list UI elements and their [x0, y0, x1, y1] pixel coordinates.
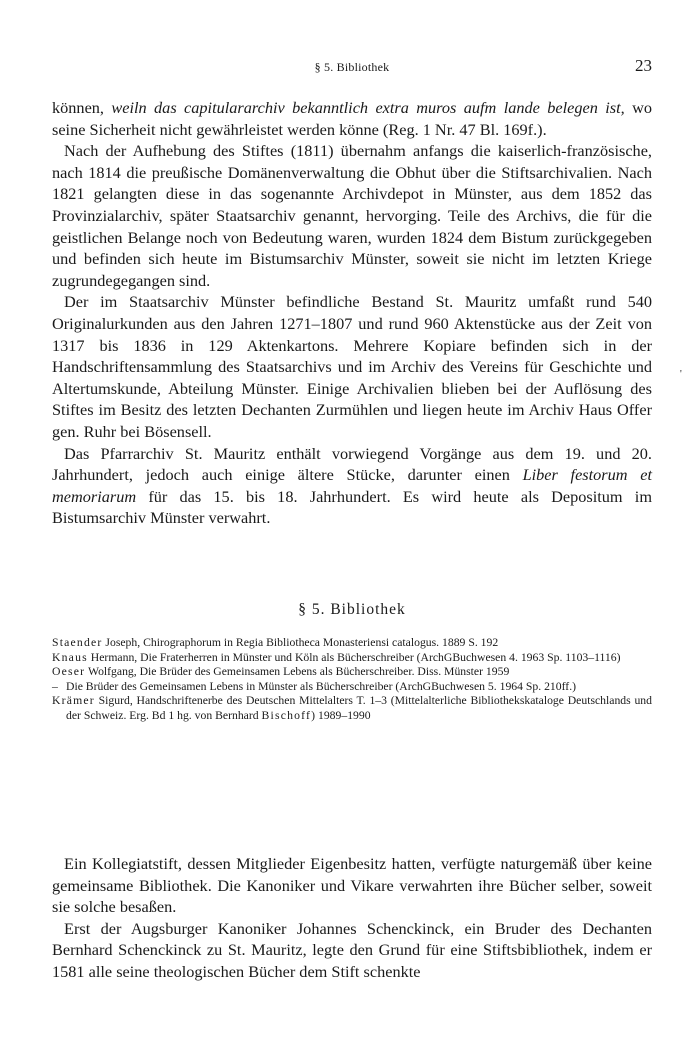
body-text — [52, 97, 652, 529]
bibliography — [52, 636, 652, 724]
text-span: können, — [52, 98, 112, 117]
bib-author: Staender — [52, 636, 103, 649]
bib-text: Joseph, Chirographorum in Regia Bibliotheca Monasteriensi catalogus. 1889 S. 192 — [102, 636, 499, 649]
bib-entry — [52, 694, 652, 723]
bib-text: Sigurd, Handschriftenerbe des Deutschen Mittelalters T. 1–3 (Mittelalterliche Bibliothekskataloge Deutschlands und der Schweiz. Erg. Bd 1 hg. von Bernhard — [66, 694, 652, 722]
page-number: 23 — [635, 56, 652, 75]
bib-text: Hermann, Die Fraterherren in Münster und Köln als Bücherschreiber (ArchGBuchwesen 4. 1963 Sp. 1103–1116) — [87, 650, 621, 664]
paragraph-4 — [52, 443, 652, 529]
text-span: wo seine Sicherheit nicht gewährleistet werden könne (Reg. 1 Nr. 47 Bl. 169f.). — [52, 98, 652, 139]
bib-author: Knaus — [52, 650, 88, 664]
bib-editor: Bischoff — [261, 708, 312, 722]
running-head: § 5. Bibliothek — [314, 60, 390, 74]
paragraph-5: Ein Kollegiatstift, dessen Mitglieder Eigenbesitz hatten, verfügte naturgemäß über keine gemeinsame Bibliothek. Die Kanoniker und Vikare verwahrten ihre Bücher selber, soweit sie solche besaßen. — [52, 854, 652, 917]
paragraph-1 — [52, 97, 652, 140]
bib-entry — [52, 680, 652, 695]
paragraph-3: Der im Staatsarchiv Münster befindliche Bestand St. Mauritz umfaßt rund 540 Originalurkunden aus den Jahren 1271–1807 und rund 960 Aktenstücke aus der Zeit von 1317 bis 1836 in 129 Aktenkartons. Mehrere Kopiare befinden sich in der Handschriftensammlung des Staatsarchivs und im Archiv des Vereins für Geschichte und Altertumskunde, Abteilung Münster. Einige Archivalien blieben bei der Auflösung des Stiftes im Besitz des letzten Dechanten Zurmühlen und liegen heute im Archiv Haus Offer gen. Ruhr bei Bösensell. — [52, 292, 652, 441]
bib-text: Die Brüder des Gemeinsamen Lebens in Münster als Bücherschreiber (ArchGBuchwesen 5. 1964 Sp. 210ff.) — [66, 679, 577, 693]
paragraph-6: Erst der Augsburger Kanoniker Johannes Schenckinck, ein Bruder des Dechanten Bernhard Schenckinck zu St. Mauritz, legte den Grund für eine Stiftsbibliothek, indem er 1581 alle seine theologischen Bücher dem Stift schenkte — [52, 918, 652, 981]
bib-text: Wolfgang, Die Brüder des Gemeinsamen Lebens als Bücherschreiber. Diss. Münster 1959 — [85, 665, 510, 679]
italic-quote: weiln das capitulararchiv bekanntlich extra muros aufm lande belegen ist, — [111, 98, 625, 117]
bib-entry — [52, 636, 652, 651]
text-span: Das Pfarrarchiv St. Mauritz enthält vorwiegend Vorgänge aus dem 19. und 20. Jahrhundert, jedoch auch einige ältere Stücke, darunter einen — [52, 443, 652, 485]
section-heading: § 5. Bibliothek — [298, 601, 406, 618]
bib-entry — [52, 651, 652, 666]
margin-mark: ' — [680, 369, 682, 380]
bib-dash: – — [52, 679, 58, 693]
bib-author: Oeser — [52, 665, 86, 679]
body-text-2 — [52, 853, 652, 983]
page-header — [52, 58, 652, 80]
bib-entry — [52, 665, 652, 680]
paragraph-2: Nach der Aufhebung des Stiftes (1811) übernahm anfangs die kaiserlich-französische, nach 1814 die preußische Domänenverwaltung die Obhut über die Stiftsarchivalien. Nach 1821 gelangten diese in das sogenannte Archivdepot in Münster, aus dem 1852 das Provinzialarchiv, später Staatsarchiv genannt, hervorging. Teile des Archivs, die für die geistlichen Belange noch von Bedeutung waren, wurden 1824 dem Bistum zurückgegeben und befinden sich heute im Bistumsarchiv Münster, soweit sie nicht im letzten Kriege zugrundegegangen sind. — [52, 141, 652, 290]
text-span: für das 15. bis 18. Jahrhundert. Es wird heute als Depositum im Bistumsarchiv Münster verwahrt. — [52, 486, 652, 528]
bib-author: Krämer — [52, 694, 95, 708]
italic-title: Liber festorum et memoriarum — [52, 465, 652, 506]
bib-text: ) 1989–1990 — [311, 708, 371, 722]
